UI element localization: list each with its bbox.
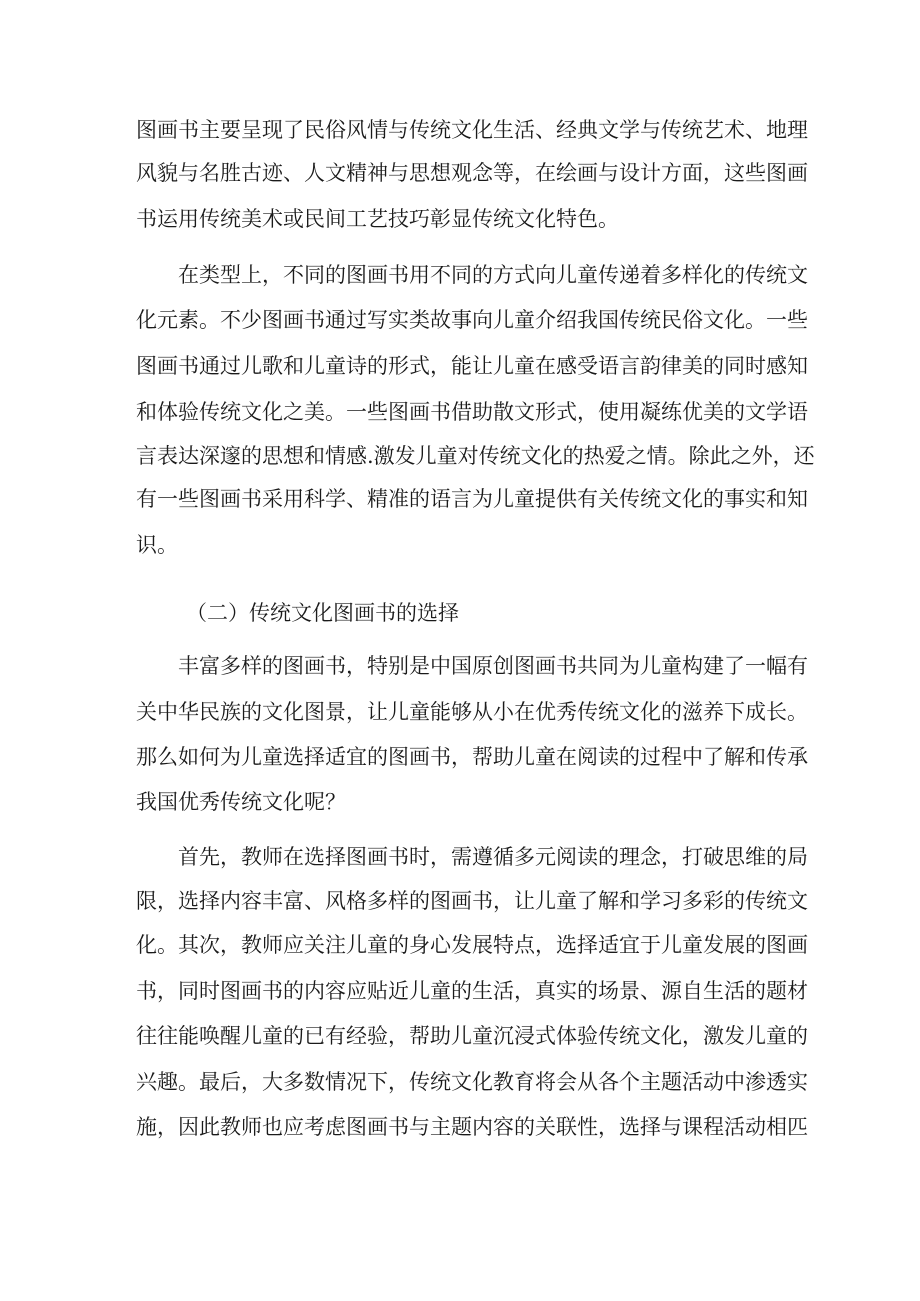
text-line: 书，同时图画书的内容应贴近儿童的生活，真实的场景、源自生活的题材 — [136, 979, 808, 1003]
text-line: 图画书通过儿歌和儿童诗的形式，能让儿童在感受语言韵律美的同时感知 — [136, 354, 808, 378]
text-line: 那么如何为儿童选择适宜的图画书，帮助儿童在阅读的过程中了解和传承 — [136, 745, 808, 769]
text-line: 图画书主要呈现了民俗风情与传统文化生活、经典文学与传统艺术、地理 — [136, 118, 808, 142]
text-line: 化。其次，教师应关注儿童的身心发展特点，选择适宜于儿童发展的图画 — [136, 933, 808, 957]
text-line: 限，选择内容丰富、风格多样的图画书，让儿童了解和学习多彩的传统文 — [136, 889, 808, 913]
paragraph-start-line: 首先，教师在选择图画书时，需遵循多元阅读的理念，打破思维的局 — [178, 845, 808, 869]
text-line: 兴趣。最后，大多数情况下，传统文化教育将会从各个主题活动中渗透实 — [136, 1070, 808, 1094]
text-line: 施，因此教师也应考虑图画书与主题内容的关联性，选择与课程活动相匹 — [136, 1115, 808, 1139]
text-line: 书运用传统美术或民间工艺技巧彰显传统文化特色。 — [136, 207, 619, 231]
section-heading: （二）传统文化图画书的选择 — [186, 601, 459, 625]
text-line: 关中华民族的文化图景，让儿童能够从小在优秀传统文化的滋养下成长。 — [136, 700, 808, 724]
text-line: 和体验传统文化之美。一些图画书借助散文形式，使用凝练优美的文学语 — [136, 400, 808, 424]
paragraph-start-line: 丰富多样的图画书，特别是中国原创图画书共同为儿童构建了一幅有 — [178, 654, 808, 678]
text-line: 识。 — [136, 533, 178, 557]
text-line: 言表达深邃的思想和情感.激发儿童对传统文化的热爱之情。除此之外，还 — [136, 444, 815, 468]
text-line: 风貌与名胜古迹、人文精神与思想观念等，在绘画与设计方面，这些图画 — [136, 161, 808, 185]
text-line: 往往能唤醒儿童的已有经验，帮助儿童沉浸式体验传统文化，激发儿童的 — [136, 1024, 808, 1048]
text-line: 化元素。不少图画书通过写实类故事向儿童介绍我国传统民俗文化。一些 — [136, 308, 808, 332]
paragraph-start-line: 在类型上，不同的图画书用不同的方式向儿童传递着多样化的传统文 — [178, 263, 808, 287]
text-line: 有一些图画书采用科学、精准的语言为儿童提供有关传统文化的事实和知 — [136, 487, 808, 511]
text-line: 我国优秀传统文化呢？ — [136, 790, 346, 814]
